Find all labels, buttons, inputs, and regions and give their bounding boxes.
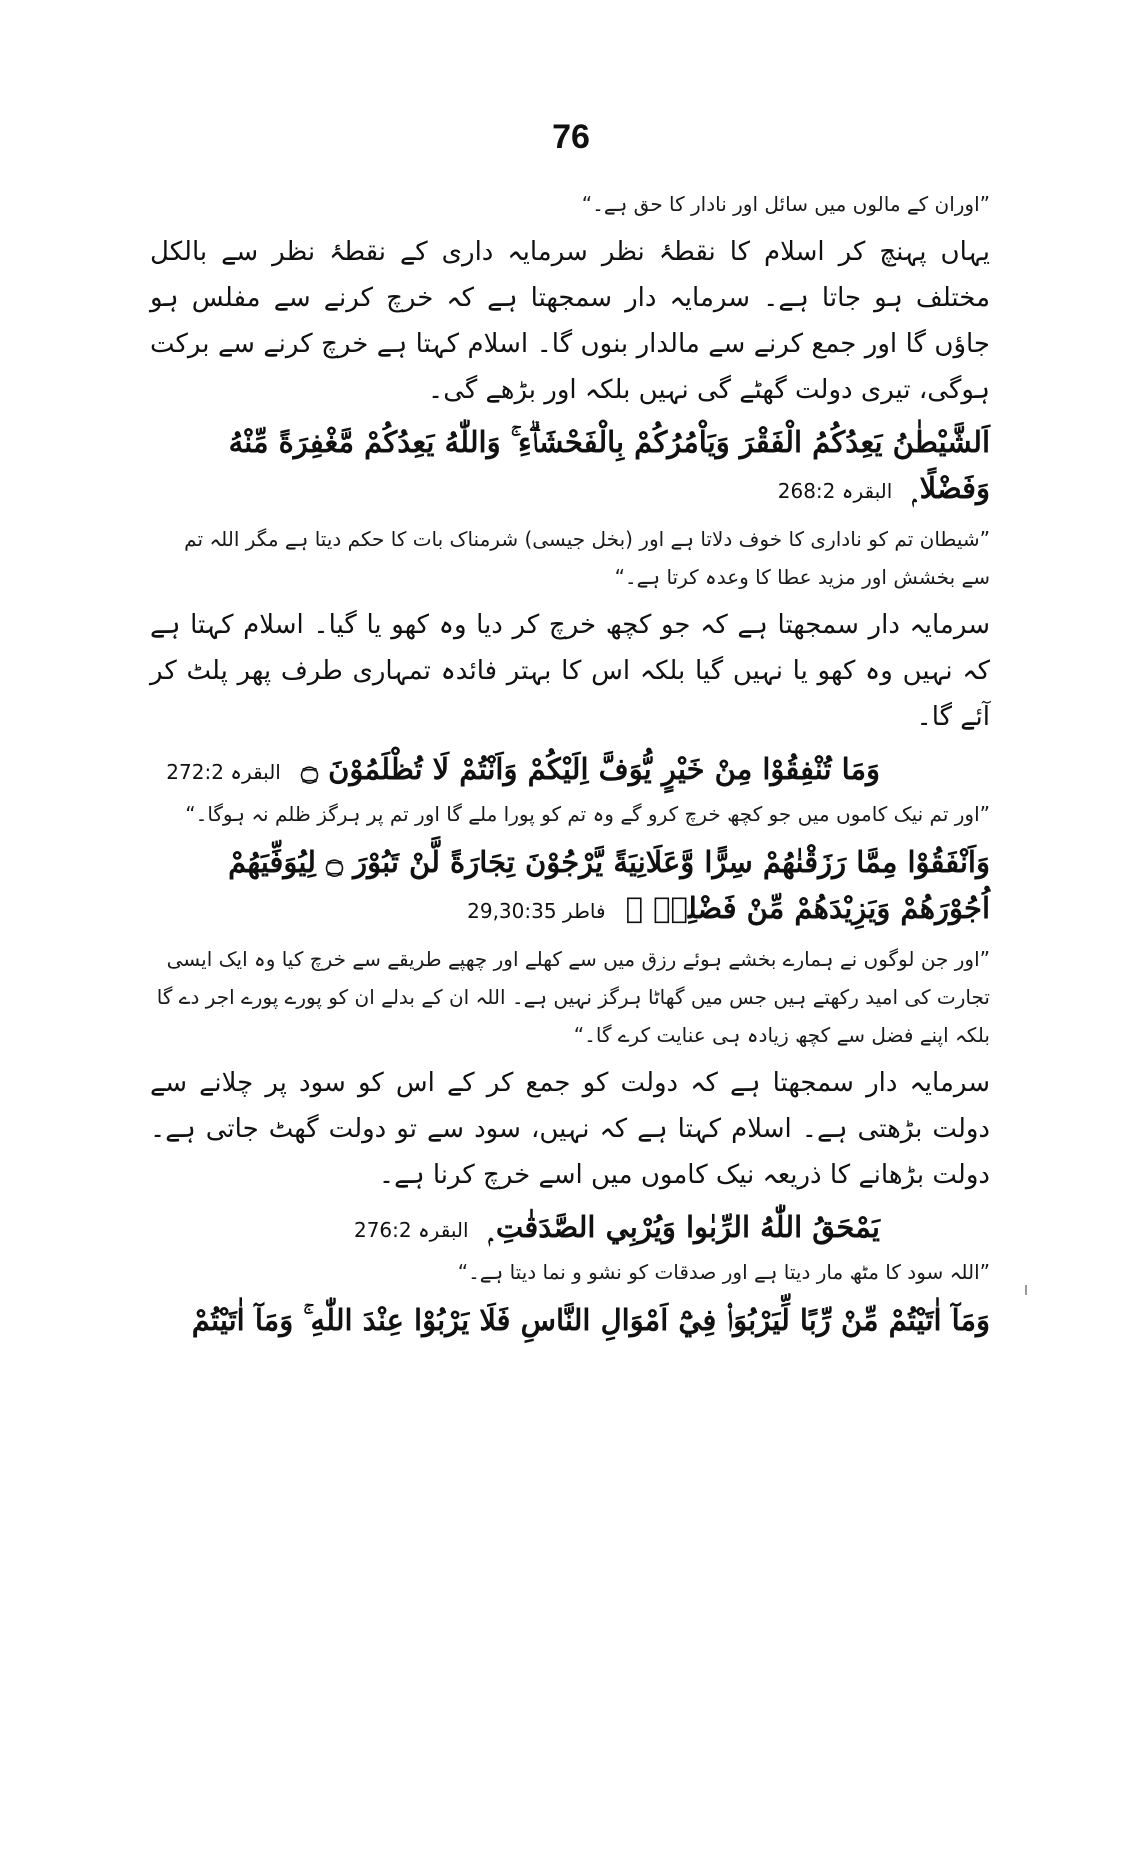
verse-reference: فاطر 29,30:35 <box>467 899 606 923</box>
quran-verse <box>150 746 990 795</box>
quran-verse <box>150 839 990 934</box>
verse-text: اَلشَّيْطٰنُ يَعِدُكُمُ الْفَقْرَ وَيَاْمُرُكُمْ بِالْفَحْشَاۗءِ ۚ وَاللّٰهُ يَعِدُكُمْ مَّغْفِرَةً مِّنْهُ وَفَضْلًا ۭ <box>228 425 990 505</box>
body-paragraph: سرمایہ دار سمجھتا ہے کہ جو کچھ خرچ کر دیا وہ کھو یا گیا۔ اسلام کہتا ہے کہ نہیں وہ کھو یا نہیں گیا بلکہ اس کا بہتر فائدہ تمہاری طرف پھر پلٹ کر آئے گا۔ <box>150 610 990 732</box>
quote-translation: ”اللہ سود کا مٹھ مار دیتا ہے اور صدقات کو نشو و نما دیتا ہے۔“ <box>457 1260 990 1284</box>
body-paragraph: سرمایہ دار سمجھتا ہے کہ دولت کو جمع کر کے اس کو سود پر چلانے سے دولت بڑھتی ہے۔ اسلام کہتا ہے کہ نہیں، سود سے تو دولت گھٹ جاتی ہے۔ دولت بڑھانے کا ذریعہ نیک کاموں میں اسے خرچ کرنا ہے۔ <box>150 1068 990 1190</box>
quran-verse <box>150 1297 990 1343</box>
quote-translation: ”شیطان تم کو ناداری کا خوف دلاتا ہے اور (بخل جیسی) شرمناک بات کا حکم دیتا ہے مگر اللہ تم سے بخشش اور مزید عطا کا وعدہ کرتا ہے۔“ <box>184 527 990 589</box>
quote-translation: ”اور تم نیک کاموں میں جو کچھ خرچ کرو گے وہ تم کو پورا ملے گا اور تم پر ہرگز ظلم نہ ہوگا۔“ <box>185 802 990 826</box>
quran-verse <box>150 1204 990 1253</box>
page-body <box>150 185 990 1343</box>
verse-reference: البقرہ 268:2 <box>777 479 893 503</box>
quran-verse <box>150 419 990 514</box>
quote-translation: ”اوران کے مالوں میں سائل اور نادار کا حق ہے۔“ <box>581 192 990 216</box>
verse-text: يَمْحَقُ اللّٰهُ الرِّبٰوا وَيُرْبِي الصَّدَقٰتِ ۭ <box>488 1210 880 1244</box>
scan-mark <box>1025 1285 1027 1295</box>
body-paragraph: یہاں پہنچ کر اسلام کا نقطۂ نظر سرمایہ داری کے نقطۂ نظر سے بالکل مختلف ہو جاتا ہے۔ سرمایہ دار سمجھتا ہے کہ خرچ کرنے سے مفلس ہو جاؤں گا اور جمع کرنے سے مالدار بنوں گا۔ اسلام کہتا ہے خرچ کرنے سے برکت ہوگی، تیری دولت گھٹے گی نہیں بلکہ اور بڑھے گی۔ <box>150 237 990 405</box>
verse-text: وَمَا تُنْفِقُوْا مِنْ خَيْرٍ يُّوَفَّ اِلَيْكُمْ وَاَنْتُمْ لَا تُظْلَمُوْنَ ۝ <box>300 752 880 786</box>
verse-text: وَمَآ اٰتَيْتُمْ مِّنْ رِّبًا لِّيَرْبُوَا۟ فِيْٓ اَمْوَالِ النَّاسِ فَلَا يَرْبُوْا عِنْدَ اللّٰهِ ۚ وَمَآ اٰتَيْتُمْ <box>191 1303 990 1337</box>
quote-translation: ”اور جن لوگوں نے ہمارے بخشے ہوئے رزق میں سے کھلے اور چھپے طریقے سے خرچ کیا وہ ایک ایسی تجارت کی امید رکھتے ہیں جس میں گھاٹا ہرگز نہیں ہے۔ اللہ ان کے بدلے ان کو پورے پورے اجر دے گا بلکہ اپنے فضل سے کچھ زیادہ ہی عنایت کرے گا۔“ <box>156 947 990 1047</box>
verse-text: وَاَنْفَقُوْا مِمَّا رَزَقْنٰهُمْ سِرًّا وَّعَلَانِيَةً يَّرْجُوْنَ تِجَارَةً لَّنْ تَبُوْرَ ۝ لِيُوَفِّيَهُمْ اُجُوْرَهُمْ وَيَزِيْدَهُمْ مِّنْ فَضْلِهٖ ۭ <box>228 845 990 925</box>
page-number: 76 <box>552 118 590 156</box>
verse-reference: البقرہ 272:2 <box>166 760 281 784</box>
verse-reference: البقرہ 276:2 <box>353 1218 469 1242</box>
